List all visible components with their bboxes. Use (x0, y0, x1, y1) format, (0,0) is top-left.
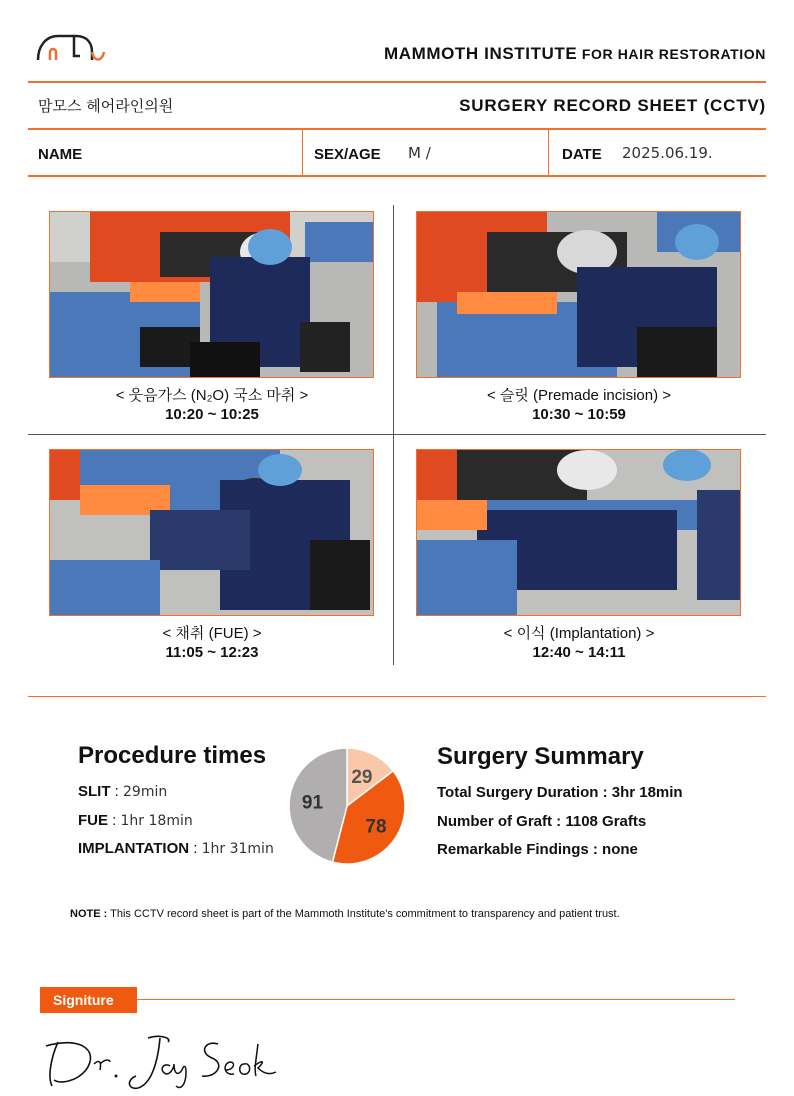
grid-divider (28, 434, 766, 435)
date-label: DATE (562, 146, 602, 163)
elephant-logo-icon (36, 28, 106, 64)
divider (548, 129, 549, 176)
sheet-title: SURGERY RECORD SHEET (CCTV) (459, 96, 766, 115)
pie-slice-label: 91 (301, 792, 324, 814)
divider (302, 129, 303, 176)
pie-slice-label: 78 (365, 816, 387, 838)
procedure-caption (32, 386, 392, 424)
note: NOTE : This CCTV record sheet is part of the Mammoth Institute's commitment to transparency and patient trust. (70, 908, 620, 920)
cctv-photo-fue (49, 449, 374, 616)
divider (28, 696, 766, 697)
procedure-title: < 슬릿 (Premade incision) > (486, 387, 672, 404)
procedure-time-item: IMPLANTATION : 1hr 31min (78, 840, 274, 857)
summary-line: Remarkable Findings : none (437, 841, 638, 858)
divider (28, 128, 766, 130)
name-label: NAME (38, 146, 83, 163)
procedure-times-pie-chart (287, 746, 407, 866)
date-value: 2025.06.19. (622, 144, 713, 162)
procedure-time-item: FUE : 1hr 18min (78, 812, 193, 829)
cctv-photo-slit (416, 211, 741, 378)
procedure-caption (399, 386, 759, 424)
procedure-title: < 이식 (Implantation) > (503, 625, 655, 642)
procedure-time: 10:30 ~ 10:59 (532, 406, 626, 423)
pie-slice-label: 29 (351, 766, 373, 788)
procedure-title: < 채취 (FUE) > (162, 625, 262, 642)
cctv-photo-anesthesia (49, 211, 374, 378)
sexage-value: M / (408, 144, 431, 162)
handwritten-signature (40, 1030, 300, 1092)
procedure-caption (399, 624, 759, 662)
brand-name: MAMMOTH INSTITUTE FOR HAIR RESTORATION (383, 44, 766, 63)
divider (28, 81, 766, 83)
signature-line (137, 999, 735, 1000)
summary-line: Total Surgery Duration : 3hr 18min (437, 784, 683, 801)
summary-line: Number of Graft : 1108 Grafts (437, 813, 647, 830)
procedure-time: 11:05 ~ 12:23 (165, 644, 259, 661)
procedure-times-title: Procedure times (78, 742, 267, 769)
procedure-time: 12:40 ~ 14:11 (532, 644, 626, 661)
sexage-label: SEX/AGE (314, 146, 381, 163)
divider (28, 175, 766, 177)
clinic-name: 맘모스 헤어라인의원 (38, 97, 174, 115)
signature-tag: Signiture (40, 987, 137, 1013)
procedure-time-item: SLIT : 29min (78, 783, 168, 800)
procedure-title: < 웃음가스 (N₂O) 국소 마취 > (115, 387, 309, 404)
procedure-time: 10:20 ~ 10:25 (165, 406, 259, 423)
surgery-summary-title: Surgery Summary (437, 743, 644, 770)
grid-divider (393, 205, 394, 665)
cctv-photo-implantation (416, 449, 741, 616)
procedure-caption (32, 624, 392, 662)
